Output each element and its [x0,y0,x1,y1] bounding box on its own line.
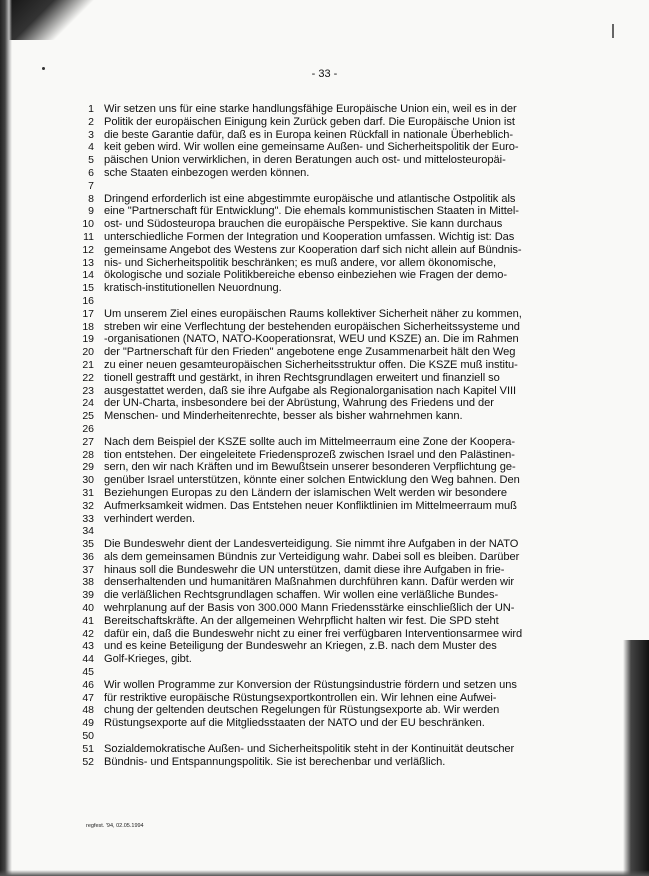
line-text: als dem gemeinsamen Bündnis zur Verteidigung wahr. Dabei soll es bleiben. Darüber [104,550,520,563]
line-number: 8 [88,192,94,205]
line-text: Sozialdemokratische Außen- und Sicherheitspolitik steht in der Kontinuität deutscher [104,742,515,755]
scan-speck [612,24,614,38]
text-line [64,154,534,167]
line-text: genüber Israel unterstützen, könnte einer solchen Entwicklung den Weg bahnen. Den [104,474,520,487]
line-number: 4 [88,141,94,154]
text-line [64,193,534,206]
line-number: 37 [82,563,94,576]
text-line [64,653,534,666]
text-line [64,321,534,334]
line-text: denserhaltenden und humanitären Maßnahmen durchführen kann. Dafür werden wir [104,576,515,589]
line-number: 36 [82,550,94,563]
footer-note: regfest. '94, 02.05.1994 [86,823,144,829]
line-text: Wir setzen uns für eine starke handlungsfähige Europäische Union ein, weil es in der [104,103,517,115]
line-text: hinaus soll die Bundeswehr die UN unterstützen, damit diese ihre Aufgaben in frie- [104,563,505,576]
line-number: 44 [82,653,94,666]
line-number: 39 [82,589,94,602]
line-text: Wir wollen Programme zur Konversion der Rüstungsindustrie fördern und setzen uns [104,678,517,691]
line-number: 33 [82,512,94,525]
line-text: und es keine Beteiligung der Bundeswehr an Kriegen, z.B. nach dem Muster des [104,640,497,653]
text-line [64,679,534,692]
text-line [64,525,534,538]
line-number: 43 [82,640,94,653]
text-line [64,346,534,359]
text-line [64,116,534,129]
line-text: eine "Partnerschaft für Entwicklung". Die ehemals kommunistischen Staaten in Mittel- [104,205,519,218]
numbered-text-body [64,103,534,768]
text-line [64,218,534,231]
line-number: 10 [82,218,94,231]
line-number: 9 [88,205,94,218]
text-line [64,282,534,295]
line-number: 14 [82,269,94,282]
line-number: 6 [88,166,94,179]
line-text: gemeinsame Angebot des Westens zur Kooperation darf sich nicht allein auf Bündnis- [104,243,522,256]
line-text: kratisch-institutionellen Neuordnung. [104,282,282,295]
line-text: tion entstehen. Der eingeleitete Friedensprozeß zwischen Israel und den Palästinen- [104,448,515,461]
line-number: 49 [82,717,94,730]
line-number: 25 [82,410,94,423]
text-line [64,410,534,423]
text-line [64,564,534,577]
line-text: tionell gestrafft und gestärkt, in ihren Rechtsgrundlagen erweitert und finanziell so [104,371,500,384]
line-number: 15 [82,282,94,295]
text-line [64,449,534,462]
text-line [64,244,534,257]
text-line [64,397,534,410]
line-number: 19 [82,333,94,346]
text-line [64,640,534,653]
text-line [64,551,534,564]
line-text: wehrplanung auf der Basis von 300.000 Mann Friedensstärke einschließlich der UN- [104,602,515,615]
scan-shadow-left-edge [0,0,12,876]
text-line [64,487,534,500]
line-number: 7 [88,179,94,192]
text-line [64,461,534,474]
line-number: 5 [88,154,94,167]
text-line [64,576,534,589]
text-line [64,756,534,769]
line-text: ausgestattet werden, daß sie ihre Aufgabe als Regionalorganisation nach Kapitel VIII [104,384,517,397]
text-line [64,103,534,116]
text-line [64,205,534,218]
text-line [64,372,534,385]
line-number: 21 [82,358,94,371]
line-text: päischen Union verwirklichen, in deren Beratungen auch ost- und mittelosteuropäi- [104,154,506,167]
line-text: Nach dem Beispiel der KSZE sollte auch im Mittelmeerraum eine Zone der Koopera- [104,435,516,448]
line-number: 35 [82,538,94,551]
line-text: Dringend erforderlich ist eine abgestimmte europäische und atlantische Ostpolitik als [104,192,516,205]
text-line [64,538,534,551]
text-line [64,333,534,346]
line-number: 51 [82,742,94,755]
text-line [64,628,534,641]
scan-shadow-corner [0,0,95,40]
line-number: 32 [82,499,94,512]
line-number: 16 [82,294,94,307]
text-line [64,704,534,717]
line-number: 23 [82,384,94,397]
line-text: dafür ein, daß die Bundeswehr nicht zu einer frei verfügbaren Interventionsarmee wird [104,627,523,640]
line-text: der "Partnerschaft für den Frieden" angebotene enge Zusammenarbeit hält den Weg [104,346,516,359]
line-text: sche Staaten einbezogen werden können. [104,166,310,179]
line-number: 38 [82,576,94,589]
text-line [64,231,534,244]
page-number: - 33 - [311,68,338,80]
line-number: 11 [83,230,94,243]
text-line [64,141,534,154]
line-text: die beste Garantie dafür, daß es in Europa keinen Rückfall in nationale Überheblich- [104,128,513,141]
line-number: 46 [82,678,94,691]
line-number: 12 [82,243,94,256]
line-text: Menschen- und Minderheitenrechte, besser als bisher wahrnehmen kann. [104,410,463,423]
scan-shadow-bottom-edge [0,870,649,876]
line-text: ökologische und soziale Politikbereiche ebenso einbeziehen wie Fragen der demo- [104,269,508,282]
text-line [64,602,534,615]
line-text: sern, den wir nach Kräften und im Bewußtsein unserer besonderen Verpflichtung ge- [104,461,516,474]
line-text: Rüstungsexporte auf die Mitgliedsstaaten der NATO und der EU beschränken. [104,717,485,730]
text-line [64,500,534,513]
text-line [64,513,534,526]
text-line [64,717,534,730]
text-line [64,666,534,679]
line-text: der UN-Charta, insbesondere bei der Abrüstung, Wahrung des Friedens und der [104,397,494,410]
text-line [64,423,534,436]
text-line [64,269,534,282]
line-text: Um unserem Ziel eines europäischen Raums kollektiver Sicherheit näher zu kommen, [104,307,522,320]
text-line [64,257,534,270]
line-number: 28 [82,448,94,461]
text-line [64,692,534,705]
line-number: 31 [82,486,94,499]
line-text: Beziehungen Europas zu den Ländern der islamischen Welt werden wir besondere [104,486,508,499]
text-line [64,129,534,142]
text-line [64,359,534,372]
line-text: Golf-Krieges, gibt. [104,653,192,666]
line-text: Politik der europäischen Einigung kein Zurück geben darf. Die Europäische Union ist [104,115,515,128]
line-number: 50 [82,730,94,743]
text-line [64,295,534,308]
line-number: 30 [82,474,94,487]
line-number: 18 [82,320,94,333]
line-text: Bereitschaftskräfte. An der allgemeinen Wehrpflicht halten wir fest. Die SPD steht [104,614,499,627]
line-number: 26 [82,422,94,435]
text-line [64,436,534,449]
line-text: nis- und Sicherheitspolitik beschränken; es muß andere, vor allem ökonomische, [104,256,496,269]
line-number: 22 [82,371,94,384]
line-number: 45 [82,666,94,679]
line-number: 2 [88,115,94,128]
text-line [64,743,534,756]
line-text: Die Bundeswehr dient der Landesverteidigung. Sie nimmt ihre Aufgaben in der NATO [104,538,519,551]
line-number: 52 [82,755,94,768]
line-number: 42 [82,627,94,640]
line-text: verhindert werden. [104,512,195,525]
line-text: streben wir eine Verflechtung der bestehenden europäischen Sicherheitssysteme und [104,320,520,333]
line-number: 1 [88,103,94,115]
line-number: 20 [82,346,94,359]
line-text: unterschiedliche Formen der Integration und Kooperation umfassen. Wichtig ist: Das [104,230,515,243]
line-text: die verläßlichen Rechtsgrundlagen schaffen. Wir wollen eine verläßliche Bundes- [104,589,499,602]
line-text: chung der geltenden deutschen Regelungen für Rüstungsexporte ab. Wir werden [104,704,500,717]
line-number: 48 [82,704,94,717]
line-text: Aufmerksamkeit widmen. Das Entstehen neuer Konfliktlinien im Mittelmeerraum muß [104,499,517,512]
scan-shadow-right-edge [623,640,649,876]
line-text: Bündnis- und Entspannungspolitik. Sie ist berechenbar und verläßlich. [104,755,446,768]
line-number: 34 [82,525,94,538]
text-line [64,308,534,321]
text-line [64,730,534,743]
text-line [64,589,534,602]
line-number: 41 [82,614,94,627]
text-line [64,615,534,628]
line-number: 40 [82,602,94,615]
line-number: 24 [82,397,94,410]
line-text: keit geben wird. Wir wollen eine gemeinsame Außen- und Sicherheitspolitik der Euro- [104,141,519,154]
text-line [64,180,534,193]
line-text: für restriktive europäische Rüstungsexportkontrollen ein. Wir lehnen eine Aufwei- [104,691,497,704]
text-line [64,167,534,180]
line-number: 17 [82,307,94,320]
line-number: 13 [82,256,94,269]
line-text: zu einer neuen gesamteuropäischen Sicherheitsstruktur offen. Die KSZE muß institu- [104,358,518,371]
line-text: ost- und Südosteuropa brauchen die europäische Perspektive. Sie kann durchaus [104,218,503,231]
line-number: 29 [82,461,94,474]
line-number: 47 [82,691,94,704]
line-number: 3 [88,128,94,141]
text-line [64,385,534,398]
line-number: 27 [82,435,94,448]
text-line [64,474,534,487]
line-text: -organisationen (NATO, NATO-Kooperationsrat, WEU und KSZE) an. Die im Rahmen [104,333,519,346]
